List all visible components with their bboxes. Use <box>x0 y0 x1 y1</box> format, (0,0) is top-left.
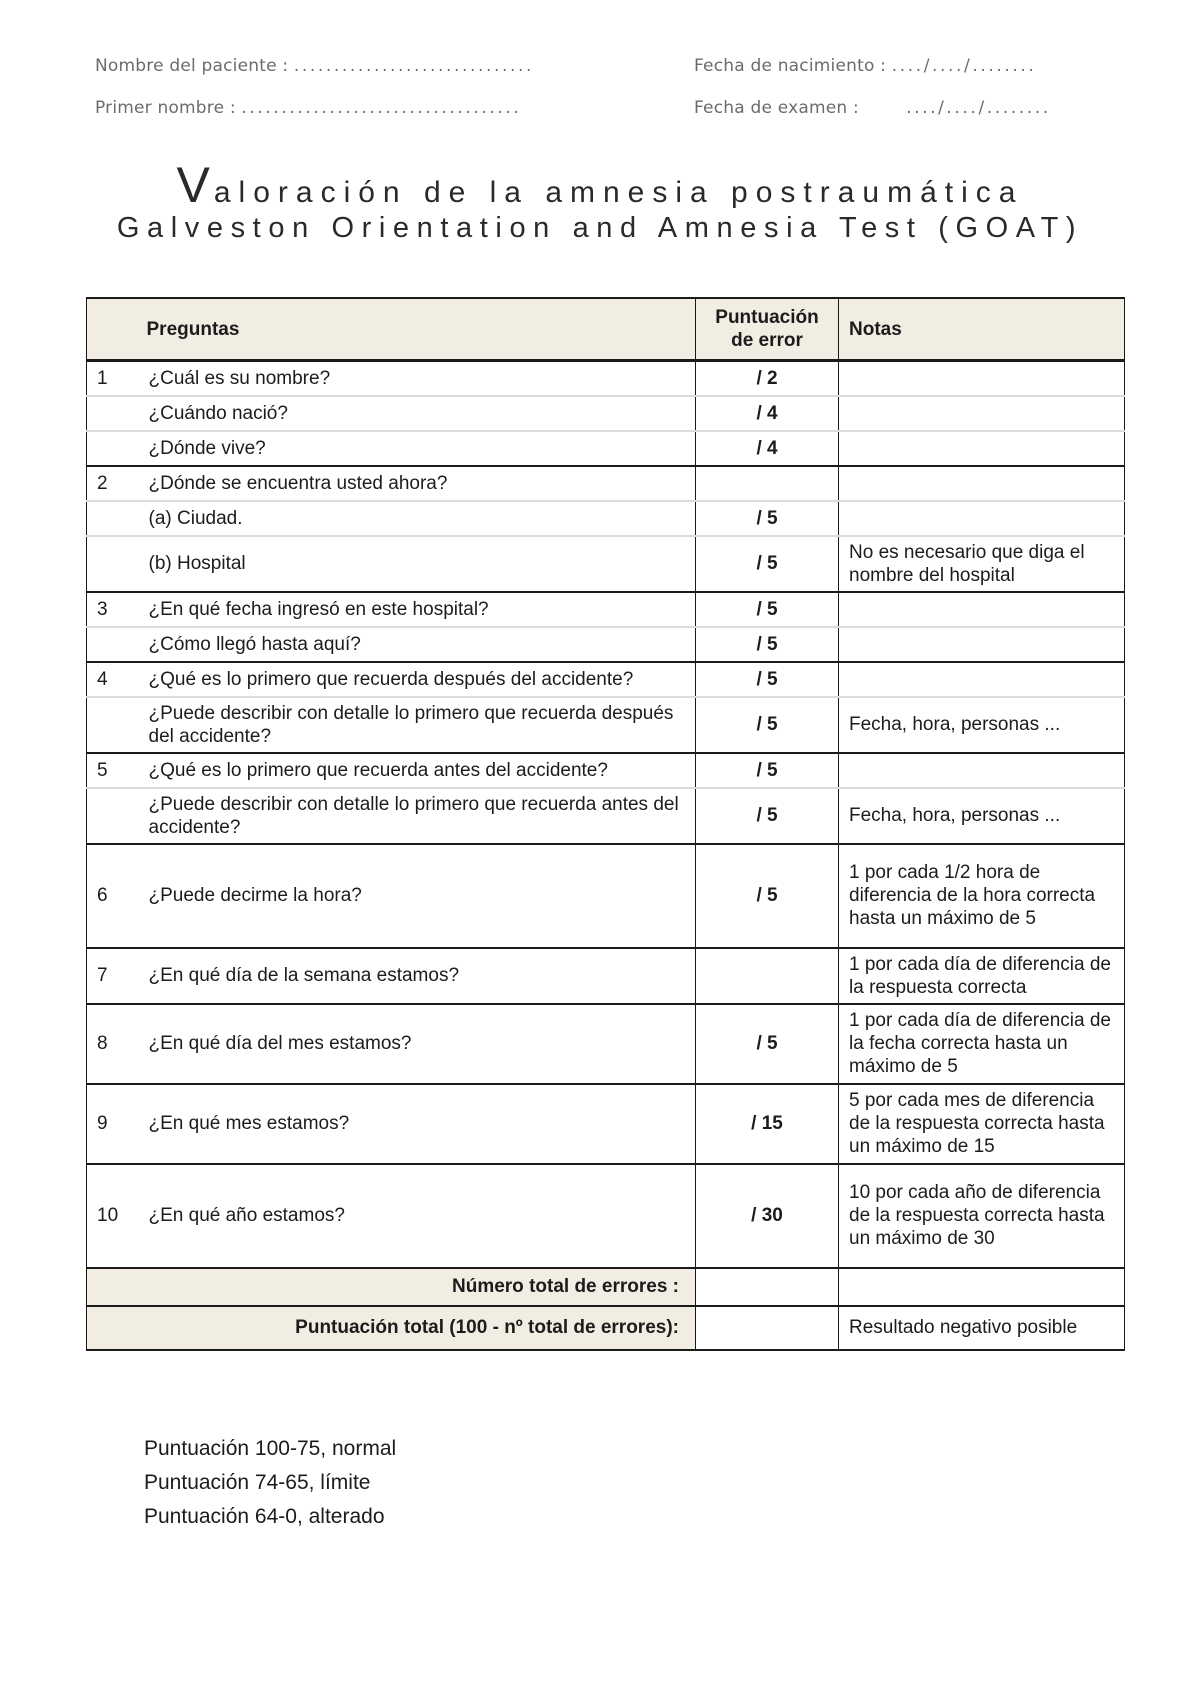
question-number <box>87 697 139 753</box>
table-row <box>87 1004 1125 1084</box>
error-score[interactable]: / 5 <box>696 788 839 844</box>
table-row <box>87 361 1125 396</box>
table-row <box>87 536 1125 592</box>
question-notes[interactable] <box>839 592 1125 627</box>
error-score[interactable]: / 5 <box>696 753 839 788</box>
error-score[interactable]: / 5 <box>696 1004 839 1084</box>
page-subtitle: Galveston Orientation and Amnesia Test (GOAT) <box>116 212 1084 244</box>
question-text: ¿En qué mes estamos? <box>139 1084 696 1164</box>
question-number <box>87 536 139 592</box>
error-score[interactable]: / 15 <box>696 1084 839 1164</box>
total-errors-label: Número total de errores : <box>87 1268 696 1306</box>
exam-date-line <box>694 98 1051 118</box>
exam-date-label: Fecha de examen : <box>694 98 859 118</box>
question-notes[interactable] <box>839 396 1125 431</box>
error-score[interactable]: / 5 <box>696 501 839 536</box>
table-row <box>87 662 1125 697</box>
patient-name-field[interactable]: .............................. <box>293 56 535 76</box>
table-row <box>87 697 1125 753</box>
error-score[interactable]: / 5 <box>696 592 839 627</box>
question-text: ¿En qué fecha ingresó en este hospital? <box>139 592 696 627</box>
error-score[interactable] <box>696 948 839 1004</box>
header-num-cell <box>87 298 139 361</box>
question-notes[interactable] <box>839 501 1125 536</box>
table-row <box>87 466 1125 501</box>
total-score-note: Resultado negativo posible <box>839 1306 1125 1350</box>
header-notes: Notas <box>839 298 1125 361</box>
question-number: 1 <box>87 361 139 396</box>
first-name-field[interactable]: ................................... <box>241 98 522 118</box>
question-number: 8 <box>87 1004 139 1084</box>
question-text: ¿Puede decirme la hora? <box>139 844 696 948</box>
question-text: ¿Dónde se encuentra usted ahora? <box>139 466 696 501</box>
error-score[interactable]: / 4 <box>696 396 839 431</box>
question-number: 3 <box>87 592 139 627</box>
question-notes[interactable] <box>839 627 1125 662</box>
table-row <box>87 431 1125 466</box>
birth-date-field[interactable]: ..../..../........ <box>891 56 1037 76</box>
goat-table <box>86 297 1125 1351</box>
total-score-value[interactable] <box>696 1306 839 1350</box>
header-score: Puntuación de error <box>696 298 839 361</box>
table-row <box>87 1084 1125 1164</box>
error-score[interactable] <box>696 466 839 501</box>
table-row <box>87 627 1125 662</box>
error-score[interactable]: / 5 <box>696 697 839 753</box>
question-text: ¿Dónde vive? <box>139 431 696 466</box>
question-number <box>87 431 139 466</box>
error-score[interactable]: / 5 <box>696 627 839 662</box>
question-number: 2 <box>87 466 139 501</box>
table-row <box>87 948 1125 1004</box>
first-name-line <box>95 98 522 118</box>
birth-date-line <box>694 56 1036 76</box>
first-name-label: Primer nombre : <box>95 98 236 118</box>
question-notes[interactable]: 1 por cada 1/2 hora de diferencia de la hora correcta hasta un máximo de 5 <box>839 844 1125 948</box>
question-text: (b) Hospital <box>139 536 696 592</box>
page-title <box>0 156 1200 214</box>
question-text: ¿Puede describir con detalle lo primero que recuerda después del accidente? <box>139 697 696 753</box>
question-notes[interactable] <box>839 361 1125 396</box>
question-notes[interactable]: 1 por cada día de diferencia de la fecha correcta hasta un máximo de 5 <box>839 1004 1125 1084</box>
question-text: ¿En qué año estamos? <box>139 1164 696 1268</box>
page-title-rest: aloración de la amnesia postraumática <box>213 176 1024 209</box>
question-text: ¿En qué día del mes estamos? <box>139 1004 696 1084</box>
table-body <box>87 361 1125 1268</box>
question-notes[interactable] <box>839 662 1125 697</box>
question-notes[interactable]: 1 por cada día de diferencia de la respuesta correcta <box>839 948 1125 1004</box>
question-number <box>87 788 139 844</box>
error-score[interactable]: / 5 <box>696 844 839 948</box>
question-notes[interactable]: Fecha, hora, personas ... <box>839 788 1125 844</box>
question-notes[interactable] <box>839 431 1125 466</box>
question-number: 9 <box>87 1084 139 1164</box>
table-row <box>87 1164 1125 1268</box>
table-row <box>87 592 1125 627</box>
error-score[interactable]: / 30 <box>696 1164 839 1268</box>
question-text: ¿Qué es lo primero que recuerda después del accidente? <box>139 662 696 697</box>
error-score[interactable]: / 5 <box>696 662 839 697</box>
question-number: 10 <box>87 1164 139 1268</box>
question-notes[interactable] <box>839 753 1125 788</box>
table-row <box>87 396 1125 431</box>
total-errors-row <box>87 1268 1125 1306</box>
table-row <box>87 753 1125 788</box>
table-row <box>87 788 1125 844</box>
score-legend <box>144 1432 396 1534</box>
question-text: (a) Ciudad. <box>139 501 696 536</box>
error-score[interactable]: / 5 <box>696 536 839 592</box>
question-number: 5 <box>87 753 139 788</box>
total-errors-value[interactable] <box>696 1268 839 1306</box>
question-number <box>87 627 139 662</box>
page-title-initial: V <box>176 157 214 213</box>
question-number: 6 <box>87 844 139 948</box>
question-text: ¿Qué es lo primero que recuerda antes del accidente? <box>139 753 696 788</box>
header-questions: Preguntas <box>139 298 696 361</box>
question-notes[interactable]: 5 por cada mes de diferencia de la respuesta correcta hasta un máximo de 15 <box>839 1084 1125 1164</box>
question-text: ¿En qué día de la semana estamos? <box>139 948 696 1004</box>
patient-name-label: Nombre del paciente : <box>95 56 289 76</box>
table-row <box>87 844 1125 948</box>
total-score-label: Puntuación total (100 - nº total de errores): <box>87 1306 696 1350</box>
exam-date-field[interactable]: ..../..../........ <box>906 98 1051 118</box>
error-score[interactable]: / 4 <box>696 431 839 466</box>
question-notes[interactable] <box>839 466 1125 501</box>
question-number <box>87 396 139 431</box>
question-number: 4 <box>87 662 139 697</box>
table-row <box>87 501 1125 536</box>
birth-date-label: Fecha de nacimiento : <box>694 56 887 76</box>
legend-item-altered: Puntuación 64-0, alterado <box>144 1505 385 1528</box>
question-number: 7 <box>87 948 139 1004</box>
question-text: ¿Cuándo nació? <box>139 396 696 431</box>
question-notes[interactable]: 10 por cada año de diferencia de la respuesta correcta hasta un máximo de 30 <box>839 1164 1125 1268</box>
question-notes[interactable]: No es necesario que diga el nombre del hospital <box>839 536 1125 592</box>
question-number <box>87 501 139 536</box>
total-errors-notes[interactable] <box>839 1268 1125 1306</box>
question-text: ¿Puede describir con detalle lo primero que recuerda antes del accidente? <box>139 788 696 844</box>
question-text: ¿Cuál es su nombre? <box>139 361 696 396</box>
question-notes[interactable]: Fecha, hora, personas ... <box>839 697 1125 753</box>
total-score-row <box>87 1306 1125 1350</box>
legend-item-normal: Puntuación 100-75, normal <box>144 1437 397 1460</box>
legend-item-limit: Puntuación 74-65, límite <box>144 1471 371 1494</box>
question-text: ¿Cómo llegó hasta aquí? <box>139 627 696 662</box>
error-score[interactable]: / 2 <box>696 361 839 396</box>
patient-name-line <box>95 56 534 76</box>
table-header-row <box>87 298 1125 361</box>
